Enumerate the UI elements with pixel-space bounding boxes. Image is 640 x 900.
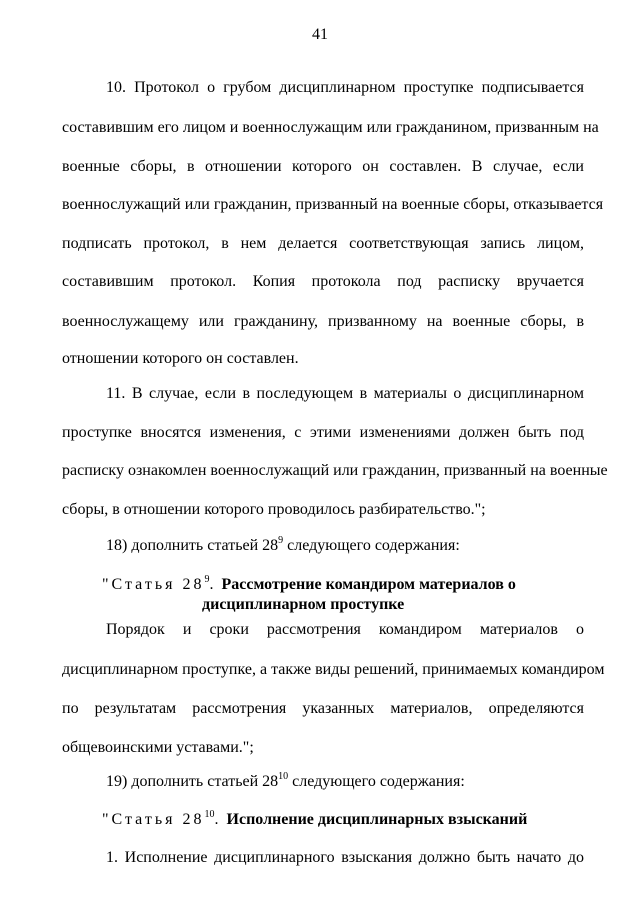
article-28-10-superscript: 10 [204, 809, 215, 820]
item-18 [62, 536, 584, 556]
paragraph-line: составившим протокол. Копия протокола под расписку вручается [62, 273, 584, 290]
paragraph-line: военнослужащий или гражданин, призванный на военные сборы, отказывается [62, 196, 604, 213]
article-28-9-line1 [102, 575, 592, 595]
item-18-text: 18) дополнить статьей 28 [106, 537, 279, 554]
paragraph-line: 10. Протокол о грубом дисциплинарном проступке подписывается [106, 79, 584, 96]
article-28-10-title: Исполнение дисциплинарных взысканий [226, 811, 528, 828]
paragraph-order [62, 620, 605, 758]
article-28-9-superscript: 9 [204, 574, 210, 585]
article-28-10-line [102, 810, 592, 830]
item-19 [62, 772, 584, 792]
article-28-9-title: Рассмотрение командиром материалов о [221, 576, 516, 593]
paragraph-line: Порядок и сроки рассмотрения командиром материалов о [106, 621, 584, 638]
paragraph-1 [62, 848, 584, 868]
paragraph-line: военные сборы, в отношении которого он составлен. В случае, если [62, 158, 584, 175]
page-number: 41 [312, 26, 328, 43]
article-28-10-prefix: "Статья 28 [102, 811, 205, 828]
article-28-9-heading [102, 575, 592, 615]
paragraph-line: военнослужащему или гражданину, призванному на военные сборы, в [62, 313, 584, 330]
paragraph-line: 11. В случае, если в последующем в материалы о дисциплинарном [106, 385, 584, 402]
article-28-10-heading [102, 810, 592, 830]
item-19-text: 19) дополнить статьей 28 [106, 773, 279, 790]
item-18-line [62, 536, 584, 556]
paragraph-line: проступке вносятся изменения, с этими изменениями должен быть под [62, 424, 584, 441]
paragraph-line: подписать протокол, в нем делается соответствующая запись лицом, [62, 235, 584, 252]
article-28-9-prefix: "Статья 28 [102, 576, 205, 593]
article-28-10-dot: . [214, 811, 219, 828]
paragraph-line: 1. Исполнение дисциплинарного взыскания должно быть начато до [106, 849, 584, 866]
paragraph-line: общевоинскими уставами."; [62, 739, 254, 756]
paragraph-11 [62, 384, 608, 520]
item-19-text-after: следующего содержания: [288, 773, 465, 790]
paragraph-line: расписку ознакомлен военнослужащий или гражданин, призванный на военные [62, 462, 608, 479]
paragraph-line: дисциплинарном проступке, а также виды решений, принимаемых командиром [62, 661, 605, 678]
paragraph-line: сборы, в отношении которого проводилось разбирательство."; [62, 501, 486, 518]
paragraph-line: по результатам рассмотрения указанных материалов, определяются [62, 700, 584, 717]
paragraph-10 [62, 78, 604, 369]
article-28-9-dot: . [209, 576, 214, 593]
item-18-superscript: 9 [278, 535, 284, 546]
item-19-line [62, 772, 584, 792]
paragraph-line: отношении которого он составлен. [62, 350, 299, 367]
article-28-9-title-cont: дисциплинарном проступке [202, 596, 405, 613]
paragraph-line: составившим его лицом и военнослужащим или гражданином, призванным на [62, 119, 599, 136]
item-18-text-after: следующего содержания: [283, 537, 460, 554]
item-19-superscript: 10 [278, 771, 289, 782]
